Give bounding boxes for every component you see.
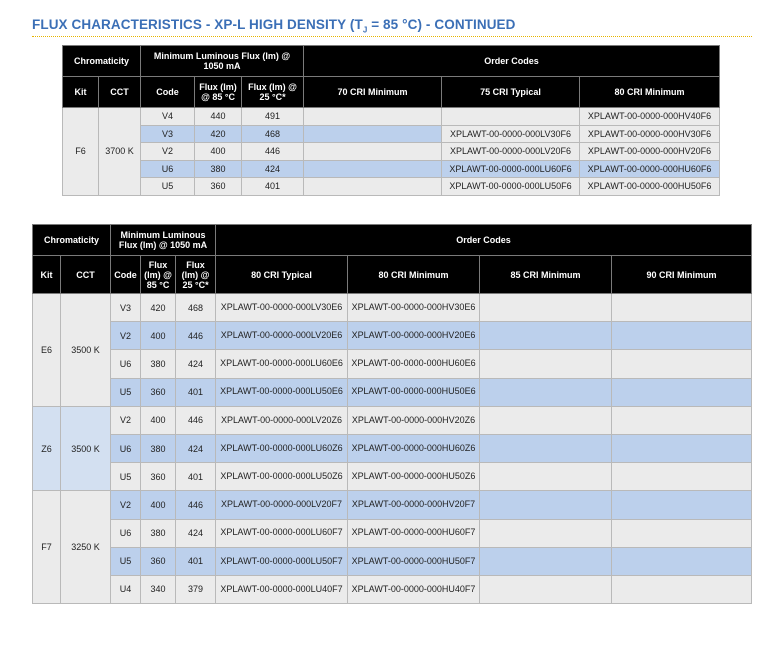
flux-25-cell: 401 (242, 178, 304, 196)
header-order-codes: Order Codes (304, 46, 720, 77)
flux-25-cell: 379 (176, 575, 216, 603)
order-code-cell (612, 575, 752, 603)
order-code-cell (612, 434, 752, 462)
table-row (33, 350, 752, 378)
table-row (63, 160, 720, 178)
header-order-codes: Order Codes (216, 225, 752, 256)
kit-cell: Z6 (33, 406, 61, 491)
table-row (33, 491, 752, 519)
flux-85-cell: 360 (141, 463, 176, 491)
order-code-cell: XPLAWT-00-0000-000HU50Z6 (348, 463, 480, 491)
header-code: Code (111, 256, 141, 294)
kit-cell: F6 (63, 108, 99, 196)
flux-85-cell: 400 (141, 322, 176, 350)
header-85-cri-min: 85 CRI Minimum (480, 256, 612, 294)
flux-25-cell: 401 (176, 463, 216, 491)
order-code-cell (480, 322, 612, 350)
flux-25-cell: 424 (176, 350, 216, 378)
table-row (33, 575, 752, 603)
table-row (33, 463, 752, 491)
header-chromaticity: Chromaticity (33, 225, 111, 256)
flux-25-cell: 468 (242, 125, 304, 143)
order-code-cell: XPLAWT-00-0000-000LU60F7 (216, 519, 348, 547)
order-code-cell (612, 378, 752, 406)
table-row (33, 378, 752, 406)
header-80-cri-min: 80 CRI Minimum (580, 77, 720, 108)
order-code-cell: XPLAWT-00-0000-000HU50F7 (348, 547, 480, 575)
order-code-cell (480, 491, 612, 519)
flux-85-cell: 420 (195, 125, 242, 143)
flux-25-cell: 401 (176, 378, 216, 406)
flux-85-cell: 380 (141, 350, 176, 378)
order-code-cell: XPLAWT-00-0000-000LU50Z6 (216, 463, 348, 491)
header-code: Code (141, 77, 195, 108)
order-code-cell (480, 350, 612, 378)
order-code-cell: XPLAWT-00-0000-000LU60E6 (216, 350, 348, 378)
order-code-cell (612, 547, 752, 575)
code-cell: U5 (141, 178, 195, 196)
header-flux-25: Flux (lm) @ 25 °C* (176, 256, 216, 294)
flux-85-cell: 360 (195, 178, 242, 196)
flux-85-cell: 400 (195, 143, 242, 161)
order-code-cell: XPLAWT-00-0000-000HV20F6 (580, 143, 720, 161)
table-row (33, 322, 752, 350)
header-flux-85: Flux (lm) @ 85 °C (195, 77, 242, 108)
order-code-cell: XPLAWT-00-0000-000LU50F7 (216, 547, 348, 575)
order-code-cell: XPLAWT-00-0000-000HU60F6 (580, 160, 720, 178)
order-code-cell: XPLAWT-00-0000-000HV20F7 (348, 491, 480, 519)
order-code-cell: XPLAWT-00-0000-000HU60Z6 (348, 434, 480, 462)
header-80-cri-min: 80 CRI Minimum (348, 256, 480, 294)
code-cell: V2 (111, 491, 141, 519)
table-row (33, 547, 752, 575)
flux-85-cell: 400 (141, 406, 176, 434)
order-code-cell: XPLAWT-00-0000-000LV20E6 (216, 322, 348, 350)
order-code-cell (612, 491, 752, 519)
cct-cell: 3500 K (61, 294, 111, 407)
header-90-cri-min: 90 CRI Minimum (612, 256, 752, 294)
table-row (33, 434, 752, 462)
code-cell: U6 (111, 519, 141, 547)
code-cell: V2 (141, 143, 195, 161)
order-code-cell: XPLAWT-00-0000-000HV30E6 (348, 294, 480, 322)
header-cct: CCT (61, 256, 111, 294)
order-code-cell: XPLAWT-00-0000-000HV40F6 (580, 108, 720, 126)
flux-85-cell: 380 (195, 160, 242, 178)
table-row (63, 108, 720, 126)
order-code-cell (480, 547, 612, 575)
flux-25-cell: 424 (176, 519, 216, 547)
flux-85-cell: 380 (141, 434, 176, 462)
flux-25-cell: 468 (176, 294, 216, 322)
flux-table-e6-z6-f7 (32, 224, 752, 604)
cct-cell: 3250 K (61, 491, 111, 604)
header-min-flux: Minimum Luminous Flux (lm) @ 1050 mA (141, 46, 304, 77)
order-code-cell (480, 519, 612, 547)
order-code-cell: XPLAWT-00-0000-000HU60E6 (348, 350, 480, 378)
order-code-cell (304, 178, 442, 196)
code-cell: U5 (111, 463, 141, 491)
order-code-cell (480, 463, 612, 491)
cct-cell: 3700 K (99, 108, 141, 196)
header-cct: CCT (99, 77, 141, 108)
order-code-cell: XPLAWT-00-0000-000HU50F6 (580, 178, 720, 196)
header-min-flux: Minimum Luminous Flux (lm) @ 1050 mA (111, 225, 216, 256)
code-cell: U5 (111, 547, 141, 575)
title-prefix: FLUX CHARACTERISTICS - XP-L HIGH DENSITY (T (32, 17, 363, 32)
code-cell: V3 (141, 125, 195, 143)
flux-25-cell: 446 (176, 406, 216, 434)
code-cell: U4 (111, 575, 141, 603)
flux-85-cell: 360 (141, 547, 176, 575)
flux-25-cell: 424 (242, 160, 304, 178)
order-code-cell: XPLAWT-00-0000-000HU60F7 (348, 519, 480, 547)
flux-table-f6 (62, 45, 720, 196)
order-code-cell (304, 143, 442, 161)
flux-85-cell: 340 (141, 575, 176, 603)
order-code-cell (480, 434, 612, 462)
order-code-cell (442, 108, 580, 126)
table-row (33, 519, 752, 547)
order-code-cell: XPLAWT-00-0000-000HV20E6 (348, 322, 480, 350)
header-flux-85: Flux (lm) @ 85 °C (141, 256, 176, 294)
table-row (33, 406, 752, 434)
order-code-cell (304, 160, 442, 178)
order-code-cell: XPLAWT-00-0000-000LV20F7 (216, 491, 348, 519)
code-cell: U6 (141, 160, 195, 178)
code-cell: V4 (141, 108, 195, 126)
code-cell: U5 (111, 378, 141, 406)
order-code-cell: XPLAWT-00-0000-000HV20Z6 (348, 406, 480, 434)
order-code-cell: XPLAWT-00-0000-000LV30E6 (216, 294, 348, 322)
code-cell: V3 (111, 294, 141, 322)
order-code-cell (612, 406, 752, 434)
order-code-cell: XPLAWT-00-0000-000LU40F7 (216, 575, 348, 603)
order-code-cell (612, 463, 752, 491)
order-code-cell: XPLAWT-00-0000-000HU40F7 (348, 575, 480, 603)
title-suffix: = 85 °C) - CONTINUED (367, 17, 516, 32)
header-80-cri-typ: 80 CRI Typical (216, 256, 348, 294)
order-code-cell: XPLAWT-00-0000-000LV20F6 (442, 143, 580, 161)
order-code-cell (612, 350, 752, 378)
header-chromaticity: Chromaticity (63, 46, 141, 77)
flux-25-cell: 491 (242, 108, 304, 126)
flux-85-cell: 360 (141, 378, 176, 406)
flux-85-cell: 380 (141, 519, 176, 547)
order-code-cell: XPLAWT-00-0000-000HU50E6 (348, 378, 480, 406)
header-flux-25: Flux (lm) @ 25 °C* (242, 77, 304, 108)
header-kit: Kit (63, 77, 99, 108)
order-code-cell: XPLAWT-00-0000-000HV30F6 (580, 125, 720, 143)
order-code-cell: XPLAWT-00-0000-000LV30F6 (442, 125, 580, 143)
order-code-cell (612, 294, 752, 322)
order-code-cell: XPLAWT-00-0000-000LU60Z6 (216, 434, 348, 462)
flux-25-cell: 401 (176, 547, 216, 575)
code-cell: U6 (111, 434, 141, 462)
table-row (63, 178, 720, 196)
kit-cell: E6 (33, 294, 61, 407)
order-code-cell (480, 294, 612, 322)
order-code-cell (480, 575, 612, 603)
code-cell: V2 (111, 322, 141, 350)
order-code-cell (480, 378, 612, 406)
flux-25-cell: 446 (176, 491, 216, 519)
table-row (33, 294, 752, 322)
order-code-cell (304, 125, 442, 143)
page-title (32, 17, 516, 35)
order-code-cell: XPLAWT-00-0000-000LU50F6 (442, 178, 580, 196)
table-row (63, 143, 720, 161)
flux-25-cell: 446 (242, 143, 304, 161)
table-row (63, 125, 720, 143)
order-code-cell (304, 108, 442, 126)
code-cell: V2 (111, 406, 141, 434)
flux-25-cell: 446 (176, 322, 216, 350)
flux-85-cell: 420 (141, 294, 176, 322)
title-subscript: J (362, 25, 368, 35)
order-code-cell: XPLAWT-00-0000-000LU60F6 (442, 160, 580, 178)
flux-25-cell: 424 (176, 434, 216, 462)
order-code-cell (612, 322, 752, 350)
cct-cell: 3500 K (61, 406, 111, 491)
header-75-cri-typ: 75 CRI Typical (442, 77, 580, 108)
header-kit: Kit (33, 256, 61, 294)
flux-85-cell: 440 (195, 108, 242, 126)
order-code-cell: XPLAWT-00-0000-000LV20Z6 (216, 406, 348, 434)
kit-cell: F7 (33, 491, 61, 604)
header-70-cri-min: 70 CRI Minimum (304, 77, 442, 108)
flux-85-cell: 400 (141, 491, 176, 519)
order-code-cell (612, 519, 752, 547)
order-code-cell (480, 406, 612, 434)
order-code-cell: XPLAWT-00-0000-000LU50E6 (216, 378, 348, 406)
code-cell: U6 (111, 350, 141, 378)
title-divider (32, 36, 752, 37)
